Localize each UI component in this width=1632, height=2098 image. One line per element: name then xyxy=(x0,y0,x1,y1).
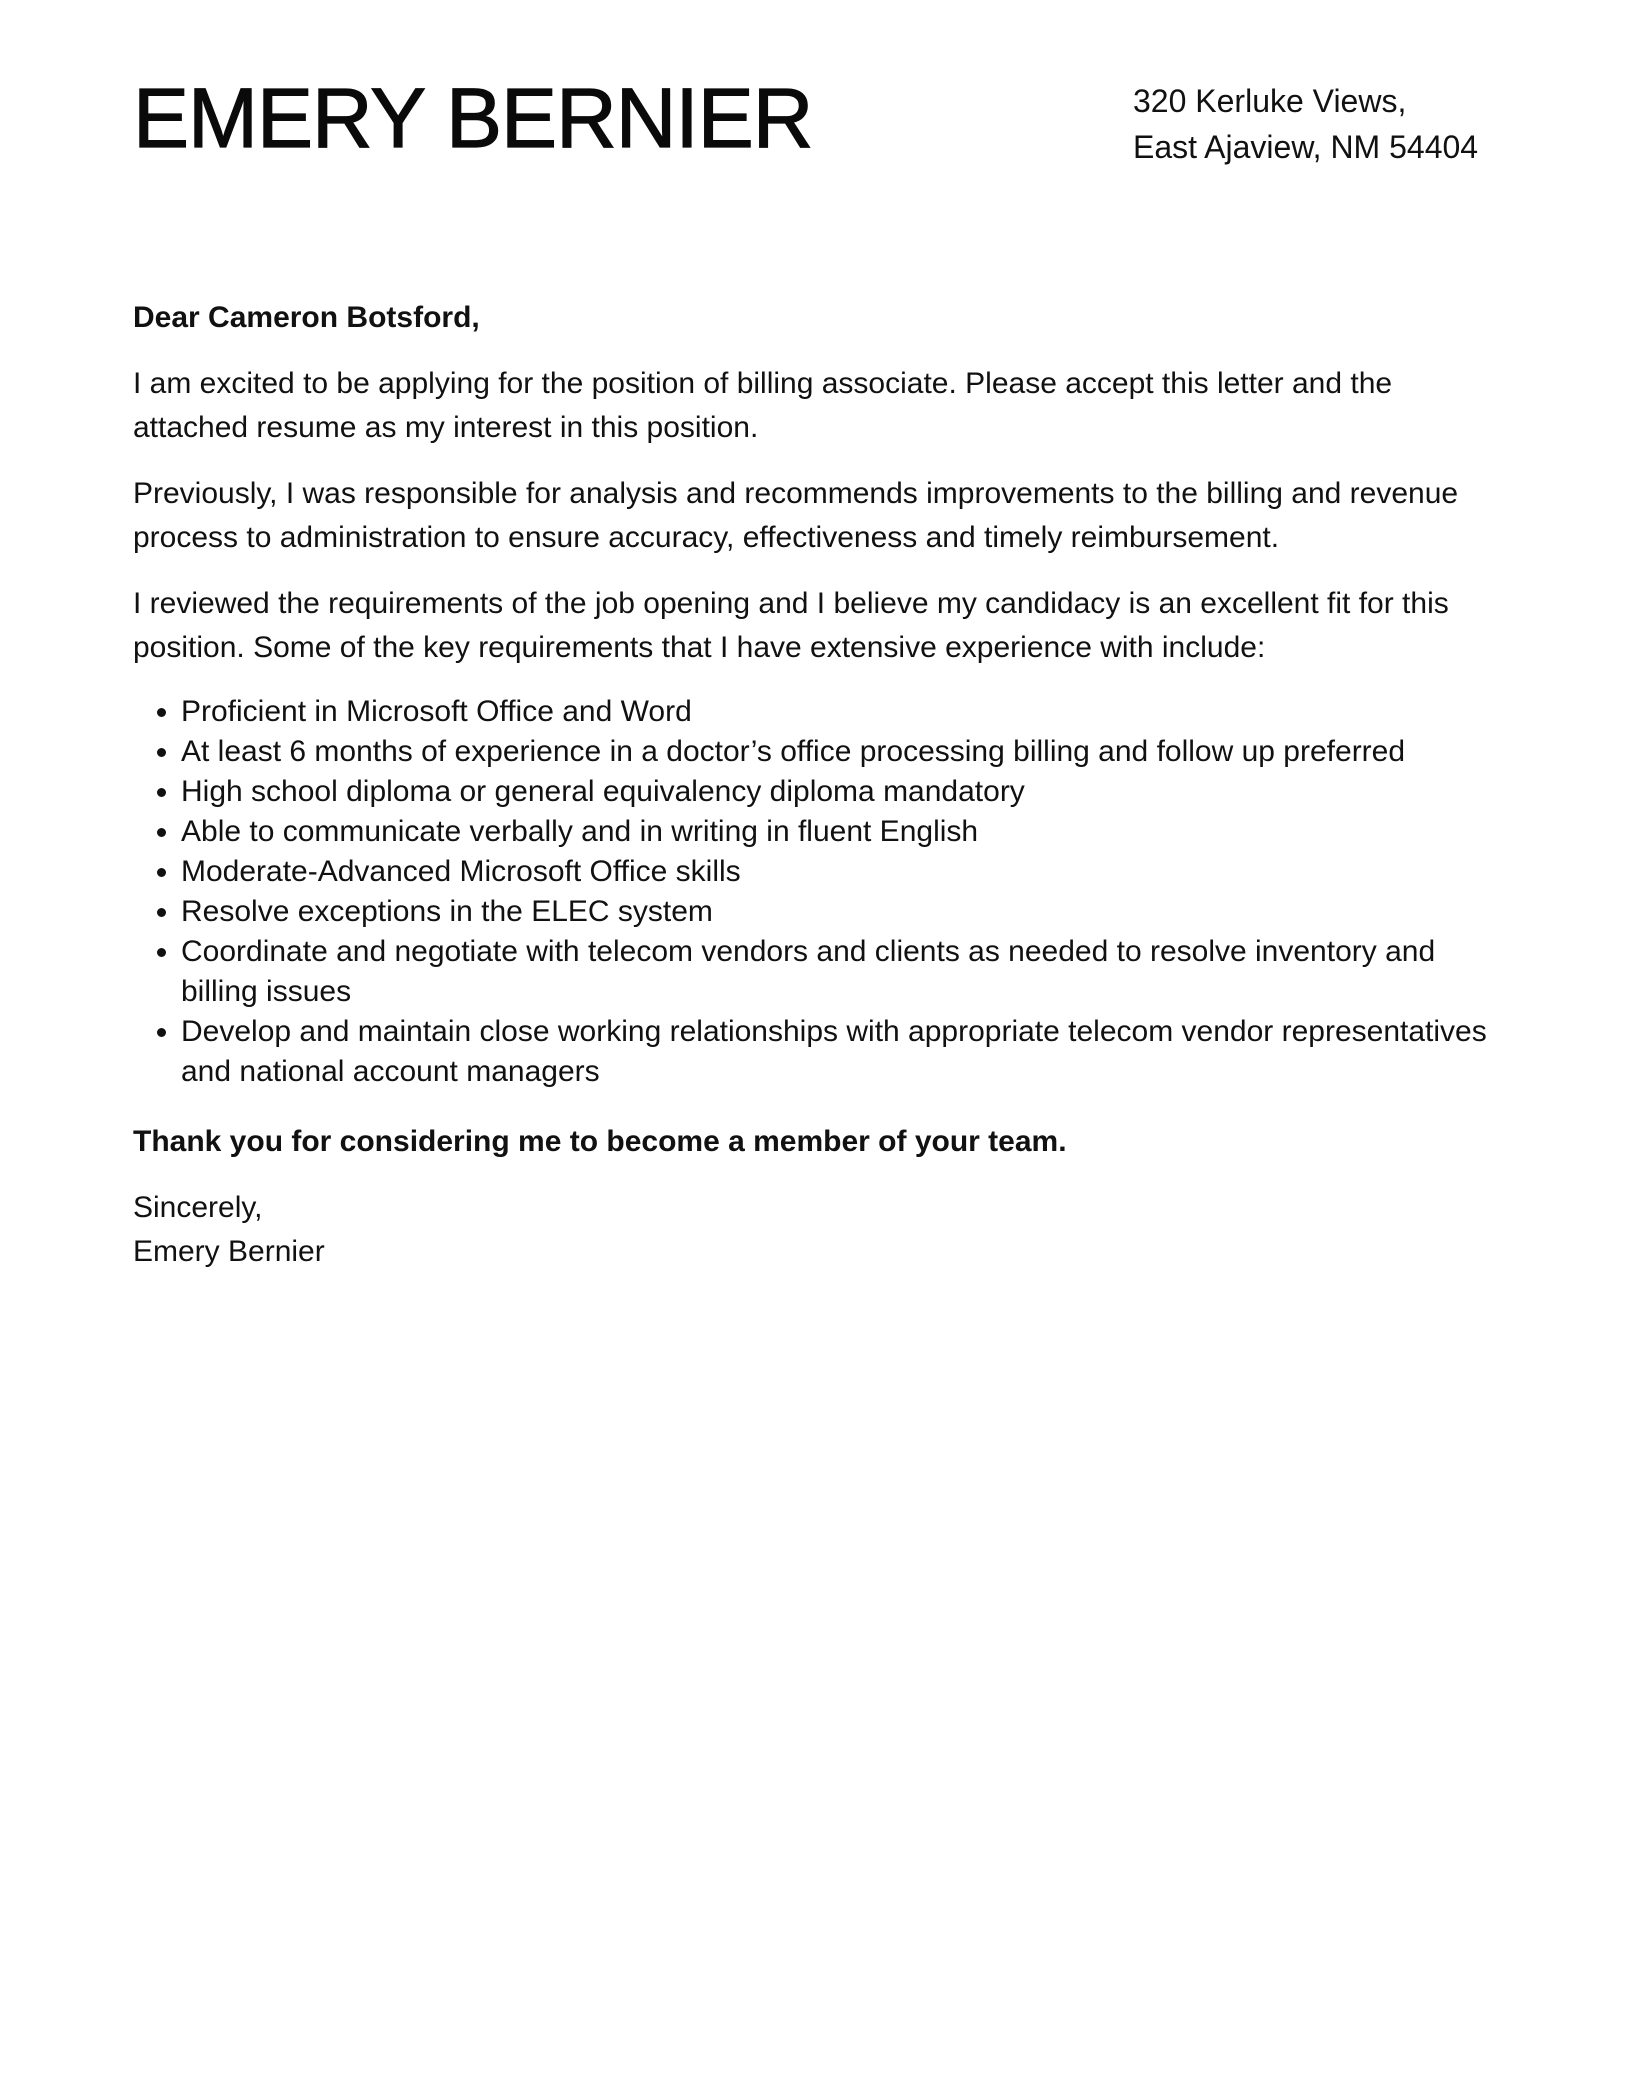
paragraph-requirements: I reviewed the requirements of the job opening and I believe my candidacy is an excellent fit for this position. Some of the key requirements that I have extensive experience with include: xyxy=(133,587,1449,664)
letter-body xyxy=(133,296,1513,1274)
list-item: • High school diploma or general equivalency diploma mandatory xyxy=(181,772,1513,812)
signature-name: Emery Bernier xyxy=(133,1235,325,1268)
greeting: Dear Cameron Botsford, xyxy=(133,301,480,334)
applicant-address xyxy=(1133,78,1478,170)
list-item: • Moderate-Advanced Microsoft Office skills xyxy=(181,852,1513,892)
requirements-list xyxy=(133,692,1513,1092)
closing-statement: Thank you for considering me to become a member of your team. xyxy=(133,1125,1067,1158)
list-item: • At least 6 months of experience in a doctor’s office processing billing and follow up preferred xyxy=(181,732,1513,772)
list-item: • Able to communicate verbally and in writing in fluent English xyxy=(181,812,1513,852)
list-item: • Resolve exceptions in the ELEC system xyxy=(181,892,1513,932)
paragraph-experience: Previously, I was responsible for analysis and recommends improvements to the billing and revenue process to administration to ensure accuracy, effectiveness and timely reimbursement. xyxy=(133,477,1459,554)
applicant-name: EMERY BERNIER xyxy=(133,71,813,165)
list-item: • Coordinate and negotiate with telecom vendors and clients as needed to resolve inventory and billing issues xyxy=(181,932,1513,1012)
signoff-block xyxy=(133,1186,1513,1274)
list-item: • Develop and maintain close working relationships with appropriate telecom vendor representatives and national account managers xyxy=(181,1012,1513,1092)
list-item: • Proficient in Microsoft Office and Word xyxy=(181,692,1513,732)
signoff: Sincerely, xyxy=(133,1191,263,1224)
address-line-2: East Ajaview, NM 54404 xyxy=(1133,129,1479,165)
paragraph-intro: I am excited to be applying for the position of billing associate. Please accept this letter and the attached resume as my interest in this position. xyxy=(133,367,1393,444)
address-line-1: 320 Kerluke Views, xyxy=(1133,83,1407,119)
